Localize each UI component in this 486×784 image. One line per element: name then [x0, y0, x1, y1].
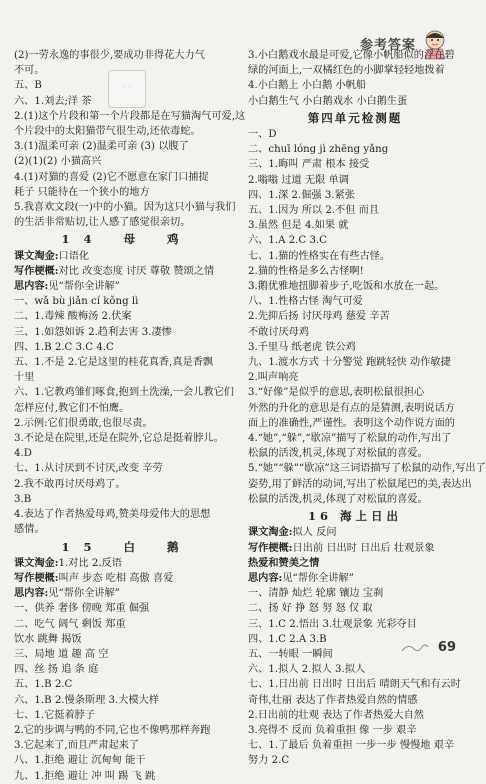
answer-line: 六、1.拟人 2.拟人 3.拟人	[248, 664, 366, 676]
keyword-line: 课文淘金:拟人 反问	[248, 526, 337, 539]
section-title-unit4: 第四单元检测题	[307, 110, 403, 125]
answer-line: 奇伟,壮丽 表达了作者热爱自然的情感	[248, 694, 418, 706]
answer-line: 姿势,用了鲜活的动词,写出了松鼠尾巴的美,表达出	[248, 478, 472, 490]
answer-line: 不可。	[14, 65, 45, 77]
answer-line: 3.“好像”是似乎的意思,表明松鼠很担心	[248, 387, 425, 399]
answer-line: 二、1.毒辣 酸梅汤 2.伏案	[14, 311, 132, 323]
answer-line: 三、1.C 2.悟出 3.壮观景象 光彩夺目	[248, 618, 417, 630]
header-title: 参考答案	[359, 38, 416, 53]
answer-line: 四、1.B 2.C 3.C 4.C	[14, 341, 114, 353]
answer-line: 三、1.如怨如诉 2.趋利去害 3.凄惨	[14, 326, 172, 338]
answer-line: 八、1.性格古怪 淘气可爱	[248, 296, 363, 308]
answer-line: 2.嗡嗡 过道 无限 单调	[248, 174, 349, 186]
answer-line: 七、1.了最后 负着重担 一步一步 慢慢地 艰辛	[248, 740, 455, 752]
answer-line: 松鼠的活泼,机灵,体现了对松鼠的喜爱。	[248, 448, 428, 460]
answer-line: 五、B	[14, 80, 42, 92]
answer-line: 5.“她”“躲”“歇凉”这三词语描写了松鼠的动作,写出了	[248, 463, 486, 475]
answer-line: 3.亮得不 反而 负着重担 像 一步 艰辛	[248, 724, 417, 736]
answer-line: 六、1.它教鸡雏们啄食,抱到土洗澡,一会儿教它们	[14, 387, 234, 399]
answer-line: 2.它的步调与鸭的不同,它也不像鸭那样奔跑	[14, 724, 211, 736]
section-title-15: 15 白 鹅	[61, 539, 193, 554]
answer-line: 六、1.刘去;洋 茶	[14, 95, 92, 107]
answer-line: 2.我不敢再讨厌母鸡了。	[14, 478, 126, 490]
seal-stamp: · ·	[108, 70, 146, 108]
answer-line: 2.叫声响亮	[248, 372, 299, 384]
answer-line: (2)(1)(2) 小猫高兴	[14, 156, 102, 168]
answer-line: 4.小白鹅上 小白鹅 小帆船	[248, 80, 367, 92]
answer-line: 七、1.猫的性格实在有些古怪。	[248, 250, 391, 262]
answer-line: 4.(1)对猫的喜爱 (2)它不愿意在家门口捕捉	[14, 171, 209, 183]
answer-line: 四、1.深 2.倔强 3.紧张	[248, 189, 355, 201]
left-column	[14, 48, 246, 784]
answer-line: 二、chuī lóng jì zhēng yǎng	[248, 144, 389, 156]
keyword-line: 写作梗概:叫声 步态 吃相 高傲 喜爱	[14, 571, 174, 584]
answer-line: 一、D	[248, 129, 277, 141]
answer-line: 二、扬 好 挣 怒 努 怒 仅 取	[248, 603, 373, 615]
keyword-line: 写作梗概:日出前 日出时 日出后 壮观景象	[248, 541, 435, 554]
answer-line: 4.D	[14, 448, 32, 460]
answer-line: 绿的河面上,一双橘红色的小脚掌轻轻地拨着	[248, 65, 445, 77]
answer-line: 感情。	[14, 524, 45, 536]
answer-line: 小白鹅生气 小白鹅戏水 小白鹅生蛋	[248, 95, 408, 107]
answer-line: 2.先抑后扬 讨厌母鸡 慈爱 辛苦	[248, 311, 390, 323]
answer-line: 3.鹅优雅地扭脚着步子,吃饭和水放在一起。	[248, 281, 445, 293]
answer-line: 十里	[14, 372, 35, 384]
answer-line: 2.日出前的壮观 表达了作者热爱大自然	[248, 709, 424, 721]
left-answers-3	[14, 601, 240, 783]
swirl-ornament-icon	[400, 641, 430, 655]
answer-line: 九、1.渡水方式 十分警觉 跑跳轻快 动作敏捷	[248, 357, 451, 369]
answer-line: 五、一转眼 一瞬间	[248, 648, 333, 660]
answer-line: 一、供养 奢侈 傍晚 郑重 倔强	[14, 603, 150, 615]
keyword-line: 写作梗概:对比 改变态度 讨厌 尊敬 赞颂之情	[14, 264, 215, 277]
answer-line: 3.B	[14, 493, 32, 505]
answer-line: 3.不论是在院里,还是在院外,它总是挺着脖儿。	[14, 433, 224, 445]
answer-line: 3.千里马 纸老虎 铁公鸡	[248, 341, 356, 353]
right-answers-1	[248, 48, 462, 109]
answer-line: 三、1.晦叫 严肃 根本 接受	[248, 159, 370, 171]
answer-line: 五、1.因为 所以 2.不但 而且	[248, 205, 380, 217]
answer-line: 一、清静 灿烂 轮廓 镶边 宝刹	[248, 588, 384, 600]
answer-line: 六、1.B 2.慢条斯理 3.大模大样	[14, 694, 159, 706]
answer-line: (2)一劳永逸的事很少,要成功非得花大力气	[14, 50, 205, 61]
answer-line: 九、1.拒绝 避让 冲 叫 踢 飞 跳	[14, 770, 156, 782]
right-answers-3	[248, 586, 462, 768]
answer-line: 二、吃气 阔气 剩饭 郑重	[14, 618, 126, 630]
answer-line: 耗子 只能待在一个狭小的地方	[14, 186, 150, 198]
answer-line: 七、1.从讨厌到不讨厌,改变 辛劳	[14, 463, 163, 475]
left-answers-1	[14, 48, 246, 230]
answer-line: 面上的准确性,严谨性。表明这个动作说方面的	[248, 417, 455, 429]
keyword-line: 课文淘金:1.对比 2.反语	[14, 556, 122, 569]
answer-line: 七、1.它挺着脖子	[14, 709, 96, 721]
answer-line: 努力 2.C	[248, 755, 290, 767]
keyword-line: 思内容:见“帮你全讲解”	[248, 571, 354, 584]
answer-line: 七、1.日出前 日出时 日出后 晴朗天气和有云时	[248, 679, 461, 691]
section-title-14: 14 母 鸡	[61, 232, 193, 247]
answer-line: 5.我喜欢文段(一)中的小猫。因为这只小猫与我们	[14, 202, 236, 214]
keyword-line: 课文淘金:口语化	[14, 249, 90, 262]
keyword-line: 思内容:见“帮你全讲解”	[14, 280, 120, 293]
left-answers-2	[14, 294, 240, 537]
answer-line: 不敢讨厌母鸡	[248, 326, 310, 338]
answer-line: 怎样应付,教它们不怕鹰。	[14, 402, 130, 414]
page-number: 69	[437, 640, 456, 655]
answer-line: 4.“她”,“躲”,“歇凉”描写了松鼠的动作,写出了	[248, 433, 452, 445]
answer-line: 四、丝 扬 追 条 庭	[14, 664, 99, 676]
answer-line: 三、局地 道 趣 高 空	[14, 648, 109, 660]
answer-line: 2.(1)这个片段和第一个片段都是在写猫淘气可爱,这	[14, 110, 246, 122]
answer-line: 五、1.不是 2.它是这里的桂花真香,真是香飘	[14, 357, 214, 369]
answer-line: 外然的升化的意思是有点的是猜测,表明说话方	[248, 402, 455, 414]
right-answers-2	[248, 127, 486, 507]
answer-line: 五、1.B 2.C	[14, 679, 73, 691]
right-column	[248, 48, 486, 769]
keyword-line: 思内容:见“帮你全讲解”	[14, 587, 120, 600]
answer-line: 3.虽然 但是 4.如果 就	[248, 220, 349, 232]
section-title-16: 16 海上日出	[307, 509, 402, 524]
answer-line: 3.(1)温柔可亲 (2)温柔可亲 (3) 以腹了	[14, 141, 189, 153]
answer-line: 3.它起来了,而且严肃起来了	[14, 740, 140, 752]
answer-line: 的生活非常贴切,让人感了感觉很亲切。	[14, 217, 191, 229]
keyword-line: 热爱和赞美之情	[248, 556, 320, 569]
answer-line: 饮水 跳舞 揭饭	[14, 633, 82, 645]
answer-line: 六、1.A 2.C 3.C	[248, 235, 327, 247]
answer-line: 八、1.拒绝 避让 沉甸甸 能干	[14, 755, 146, 767]
answer-line: 四、1.C 2.A 3.B	[248, 633, 327, 645]
answer-line: 4.表达了作者热爱母鸡,赞美母爱伟大的思想	[14, 509, 211, 521]
answer-line: 个片段中的太阳猫带气很生动,还依毒蛇。	[14, 126, 201, 138]
answer-line: 一、wǎ bù jiǎn cí kǒng lì	[14, 296, 139, 308]
answer-line: 松鼠的活泼,机灵,体现了对松鼠的喜爱。	[248, 493, 428, 505]
answer-line: 2.示例:它们很勇敢,也很尽责。	[14, 417, 153, 429]
answer-line: 3.小白鹅戏水最是可爱,它像小帆船似的浮在碧	[248, 50, 455, 61]
answer-line: 2.猫的性格是多么古怪啊!	[248, 265, 364, 277]
